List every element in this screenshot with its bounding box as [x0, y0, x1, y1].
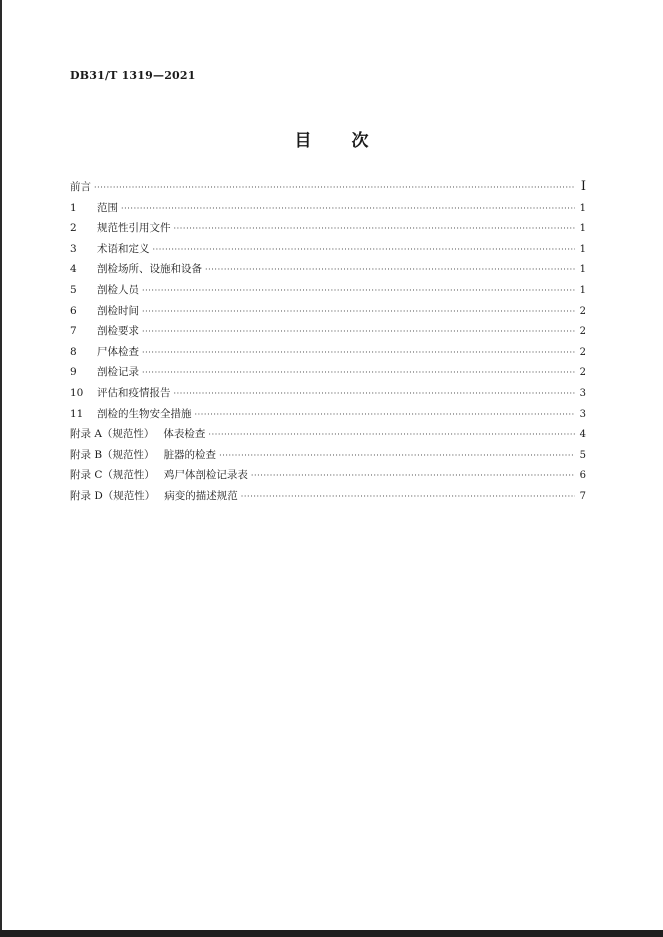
toc-leader-dots — [153, 245, 576, 254]
toc-leader-dots — [219, 451, 575, 460]
toc-entry[interactable] — [70, 323, 586, 344]
toc-leader-dots — [94, 183, 575, 192]
toc-entry-title: 体表检查 — [163, 428, 206, 441]
toc-entry-title: 剖检记录 — [97, 366, 139, 379]
toc-entry-number: 2 — [70, 222, 77, 235]
toc-entry[interactable] — [70, 344, 586, 365]
page-title — [0, 126, 663, 151]
toc-entry-page: 3 — [579, 408, 586, 420]
toc-entry-title: 剖检要求 — [97, 325, 139, 338]
toc-entry-page: 1 — [579, 202, 586, 214]
toc-entry-title: 剖检时间 — [97, 304, 139, 317]
toc-leader-dots — [174, 389, 576, 398]
toc-entry-page: 3 — [579, 387, 586, 399]
toc-entry-title: 尸体检查 — [97, 345, 139, 358]
toc-entry-number: 附录 B（规范性） — [70, 448, 155, 461]
toc-leader-dots — [142, 327, 575, 336]
toc-leader-dots — [251, 471, 575, 480]
toc-entry[interactable] — [70, 303, 586, 324]
toc-entry-page: 7 — [579, 490, 586, 502]
toc-entry[interactable] — [70, 426, 586, 447]
toc-entry-number: 11 — [70, 407, 84, 420]
toc-leader-dots — [142, 286, 575, 295]
toc-entry-number: 8 — [70, 345, 77, 358]
toc-entry[interactable] — [70, 406, 586, 427]
toc-entry[interactable] — [70, 261, 586, 282]
document-code: DB31/T 1319—2021 — [70, 69, 196, 82]
toc-entry-page: 1 — [579, 223, 586, 235]
toc-entry[interactable] — [70, 282, 586, 303]
toc-leader-dots — [174, 224, 576, 233]
toc-entry[interactable] — [70, 364, 586, 385]
toc-entry-page: 4 — [579, 429, 586, 441]
toc-entry-number: 附录 A（规范性） — [70, 428, 155, 441]
toc-entry-title: 前言 — [70, 181, 91, 193]
toc-entry-title: 剖检人员 — [97, 283, 139, 296]
toc-entry-number: 4 — [70, 263, 77, 276]
toc-leader-dots — [142, 348, 575, 357]
toc-entry-number: 5 — [70, 283, 77, 296]
toc-entry-title: 术语和定义 — [97, 242, 150, 255]
toc-leader-dots — [142, 368, 575, 377]
toc-entry[interactable] — [70, 241, 586, 262]
toc-entry-page: 2 — [579, 346, 586, 358]
toc-entry-title: 范围 — [97, 201, 118, 214]
toc-entry-page: 2 — [579, 367, 586, 379]
toc-entry[interactable] — [70, 385, 586, 406]
toc-entry[interactable] — [70, 467, 586, 488]
toc-entry-page: 1 — [579, 284, 586, 296]
toc-entry-title: 规范性引用文件 — [97, 222, 171, 235]
title-char-1: 目 — [294, 131, 312, 151]
toc-entry[interactable] — [70, 447, 586, 468]
toc-entry-number: 9 — [70, 366, 77, 379]
toc-leader-dots — [208, 430, 575, 439]
toc-entry-title: 评估和疫情报告 — [97, 386, 171, 399]
toc-leader-dots — [205, 265, 575, 274]
toc-entry-page: 2 — [579, 326, 586, 338]
table-of-contents — [70, 179, 586, 509]
toc-leader-dots — [195, 410, 576, 419]
toc-entry-page: Ⅰ — [580, 179, 586, 194]
toc-entry-page: 6 — [579, 470, 586, 482]
toc-entry-page: 5 — [579, 449, 586, 461]
scan-edge-bottom — [0, 930, 663, 937]
toc-entry-number: 7 — [70, 325, 77, 338]
toc-entry-number: 3 — [70, 242, 77, 255]
toc-entry-title: 剖检的生物安全措施 — [97, 407, 192, 420]
toc-entry-number: 附录 D（规范性） — [70, 489, 156, 502]
toc-entry-title: 剖检场所、设施和设备 — [97, 263, 202, 276]
toc-entry[interactable] — [70, 179, 586, 200]
toc-leader-dots — [121, 204, 575, 213]
toc-entry-number: 10 — [70, 386, 84, 399]
toc-entry-page: 2 — [579, 305, 586, 317]
toc-entry-title: 病变的描述规范 — [164, 489, 238, 502]
toc-entry-page: 1 — [579, 243, 586, 255]
toc-leader-dots — [142, 307, 575, 316]
toc-entry[interactable] — [70, 220, 586, 241]
toc-entry-number: 6 — [70, 304, 77, 317]
toc-entry-title: 鸡尸体剖检记录表 — [163, 469, 248, 482]
toc-entry-page: 1 — [579, 264, 586, 276]
toc-entry-number: 1 — [70, 201, 77, 214]
title-char-2: 次 — [351, 131, 369, 151]
toc-entry-number: 附录 C（规范性） — [70, 469, 155, 482]
toc-leader-dots — [241, 492, 575, 501]
toc-entry[interactable] — [70, 200, 586, 221]
toc-entry[interactable] — [70, 488, 586, 509]
toc-entry-title: 脏器的检查 — [163, 448, 217, 461]
